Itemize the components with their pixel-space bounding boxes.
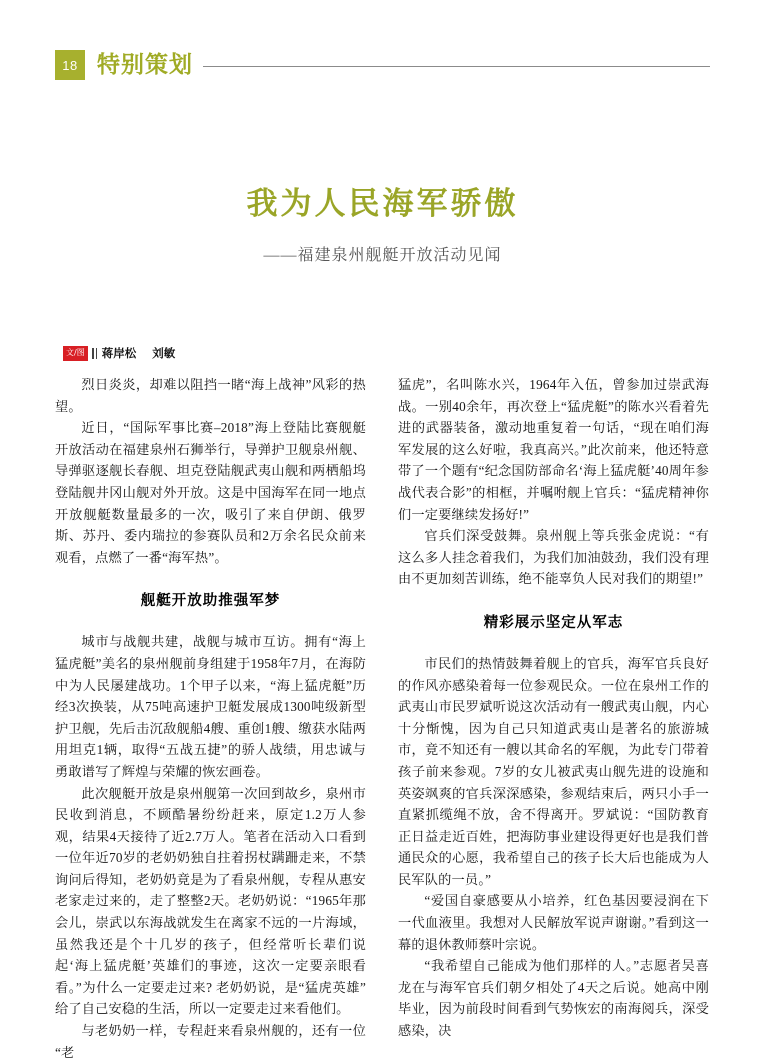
column-left — [55, 374, 366, 1060]
page-number-badge: 18 — [55, 50, 85, 80]
byline-authors: 蒋岸松 刘敏 — [101, 346, 176, 360]
body-paragraph: 与老奶奶一样，专程赶来看泉州舰的，还有一位“老 — [55, 1023, 366, 1060]
body-paragraph: 市民们的热情鼓舞着舰上的官兵，海军官兵良好的作风亦感染着每一位参观民众。一位在泉州工作的武夷山市民罗斌听说这次活动有一艘武夷山舰，内心十分惭愧，因为自己只知道武夷山是著名的旅游城市，竟不知还有一艘以其命名的军舰，为此专门带着孩子前来参观。7岁的女儿被武夷山舰先进的设施和英姿飒爽的官兵深深感染，参观结束后，两只小手一直紧抓缆绳不放，舍不得离开。罗斌说：“国防教育正日益走近百姓，把海防事业建设得更好也是我们普通民众的心愿，我希望自己的孩子长大后也能成为人民军队的一员。” — [398, 655, 709, 887]
article-title-block — [55, 185, 710, 267]
header-divider-rule — [203, 66, 710, 67]
section-title: 特别策划 — [97, 51, 193, 78]
body-paragraph: “我希望自己能成为他们那样的人。”志愿者吴喜龙在与海军官兵们朝夕相处了4天之后说。她高中刚毕业，因为前段时间看到气势恢宏的南海阅兵，深受感染，决 — [398, 958, 709, 1039]
article-title: 我为人民海军骄傲 — [246, 186, 519, 222]
body-paragraph: 此次舰艇开放是泉州舰第一次回到故乡，泉州市民收到消息，不顾酷暑纷纷赶来，原定1.2万人参观，结果4天接待了近2.7万人。笔者在活动入口看到一位年近70岁的老奶奶独自拄着拐杖蹒跚走来，不禁询问后得知，老奶奶竟是为了看泉州舰，专程从惠安老家走过来的，走了整整2天。老奶奶说：“1965年那会儿，崇武以东海战就发生在离家不远的一片海域，虽然我还是个十几岁的孩子，但经常听长辈们说起‘海上猛虎艇’英雄们的事迹，这次一定要亲眼看看。”为什么一定要走过来? 老奶奶说，是“猛虎英雄”给了自己安稳的生活，所以一定要走过来看他们。 — [55, 785, 366, 1017]
article-subtitle: ——福建泉州舰艇开放活动见闻 — [263, 246, 502, 264]
column-right — [398, 374, 709, 1039]
body-paragraph: 城市与战舰共建，战舰与城市互访。拥有“海上猛虎艇”美名的泉州舰前身组建于1958年7月，在海防中为人民屡建战功。1个甲子以来，“海上猛虎艇”历经3次换装，从75吨高速护卫艇发展成1300吨级新型护卫舰，先后击沉敌舰船4艘、重创1艘、缴获水陆两用坦克1辆，取得“五战五捷”的骄人战绩，用忠诚与勇敢谱写了辉煌与荣耀的恢宏画卷。 — [55, 634, 366, 779]
body-paragraph: 近日，“国际军事比赛–2018”海上登陆比赛舰艇开放活动在福建泉州石狮举行，导弹护卫舰泉州舰、导弹驱逐舰长春舰、坦克登陆舰武夷山舰和两栖船坞登陆舰井冈山舰对外开放。这是中国海军在同一地点开放舰艇数量最多的一次，吸引了来自伊朗、俄罗斯、苏丹、委内瑞拉的参赛队员和2万余名民众前来观看，点燃了一番“海军热”。 — [55, 420, 366, 565]
body-paragraph: 猛虎”，名叫陈水兴，1964年入伍，曾参加过崇武海战。一别40余年，再次登上“猛虎艇”的陈水兴看着先进的武器装备，激动地重复着一句话，“现在咱们海军发展的这么好啦，我真高兴。”此次前来，他还特意带了一个题有“纪念国防部命名‘海上猛虎艇’40周年参战代表合影”的相框，并嘱咐舰上官兵：“猛虎精神你们一定要继续发扬好!” — [398, 377, 709, 522]
byline — [63, 345, 175, 361]
body-paragraph: 官兵们深受鼓舞。泉州舰上等兵张金虎说：“有这么多人挂念着我们，为我们加油鼓劲，我们没有理由不更加刻苦训练，绝不能辜负人民对我们的期望!” — [398, 528, 709, 587]
article-body — [55, 374, 710, 1060]
section-heading: 精彩展示坚定从军志 — [483, 614, 624, 631]
byline-credit-badge: 文/图 — [63, 346, 88, 361]
running-header — [55, 48, 710, 82]
body-paragraph: 烈日炎炎，却难以阻挡一睹“海上战神”风彩的热望。 — [55, 377, 366, 414]
byline-separator-bar — [92, 348, 94, 359]
byline-separator-bar-thin — [96, 348, 97, 359]
section-heading: 舰艇开放助推强军梦 — [140, 593, 281, 610]
body-paragraph: “爱国自豪感要从小培养，红色基因要浸润在下一代血液里。我想对人民解放军说声谢谢。”看到这一幕的退休教师蔡叶宗说。 — [398, 893, 709, 952]
